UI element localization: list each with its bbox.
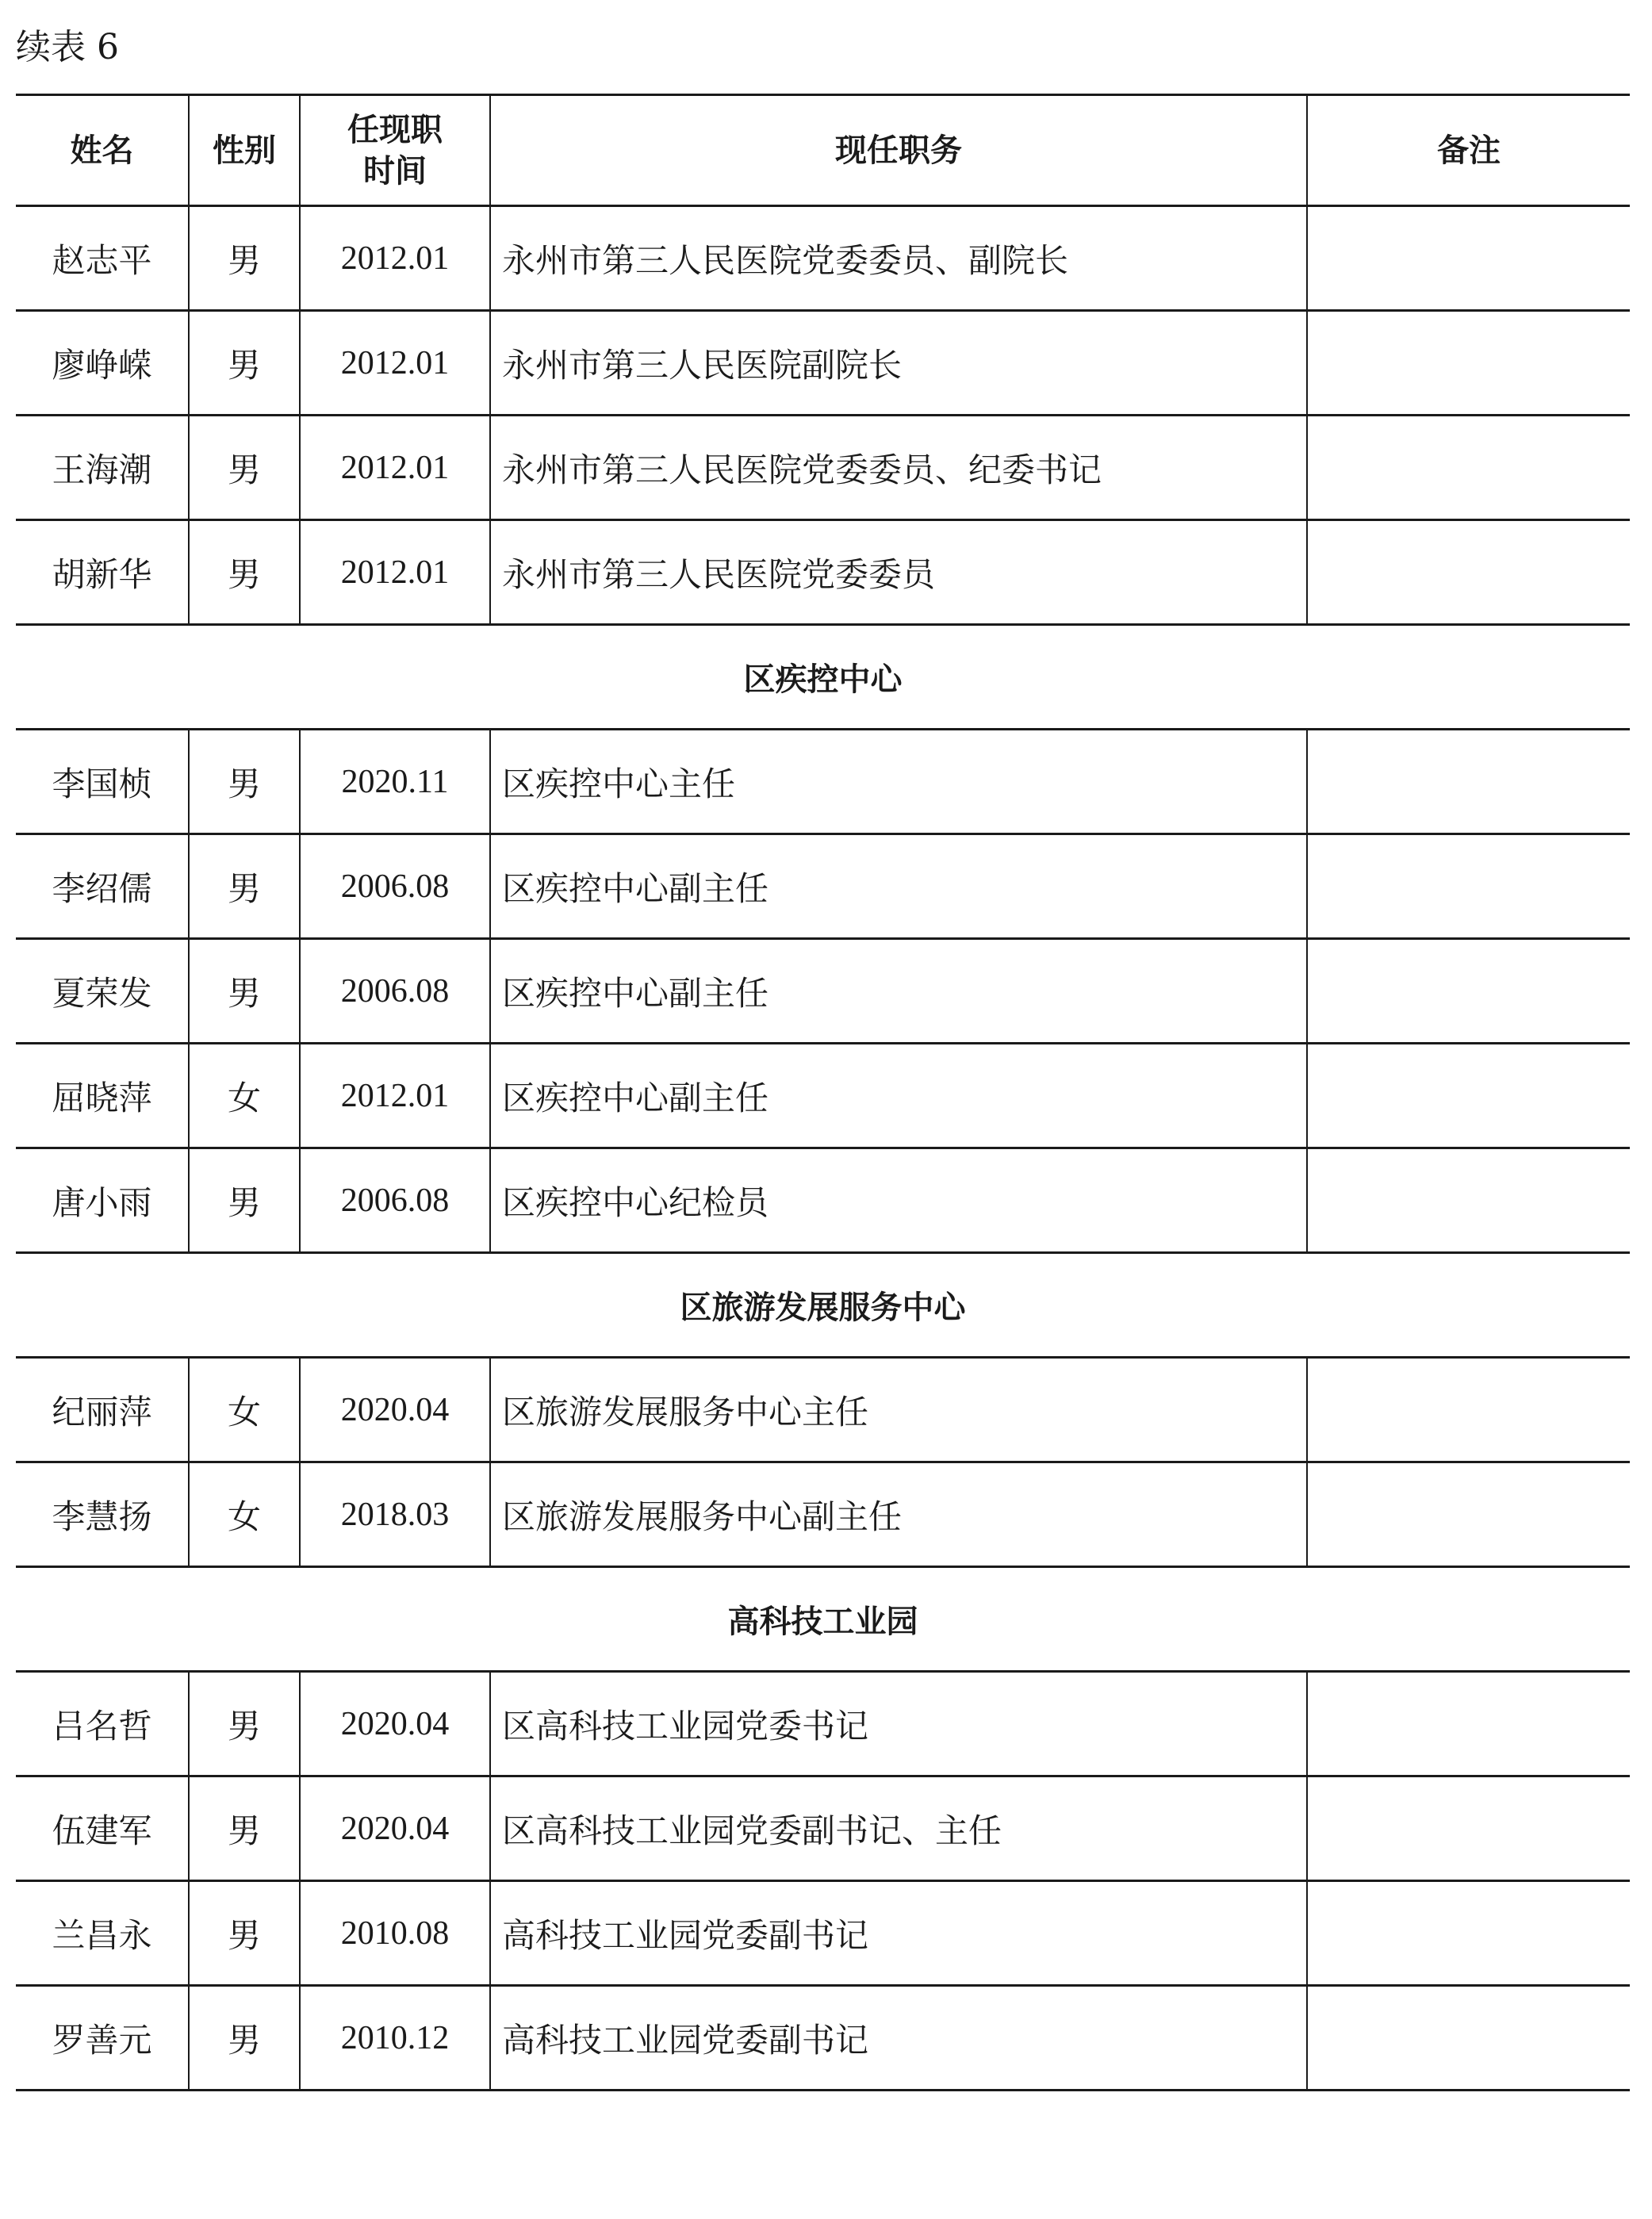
table-body bbox=[16, 206, 1630, 2091]
gender-cell: 女 bbox=[189, 1044, 300, 1148]
time-cell: 2018.03 bbox=[300, 1462, 490, 1567]
note-cell bbox=[1307, 1672, 1630, 1776]
note-cell bbox=[1307, 1986, 1630, 2091]
gender-cell: 男 bbox=[189, 1672, 300, 1776]
gender-cell: 男 bbox=[189, 939, 300, 1044]
gender-cell: 男 bbox=[189, 1881, 300, 1986]
gender-cell: 男 bbox=[189, 1148, 300, 1253]
time-cell: 2020.04 bbox=[300, 1776, 490, 1881]
name-cell: 王海潮 bbox=[16, 416, 189, 520]
gender-cell: 男 bbox=[189, 416, 300, 520]
section-row bbox=[16, 1253, 1630, 1358]
table-row bbox=[16, 939, 1630, 1044]
name-cell: 赵志平 bbox=[16, 206, 189, 311]
note-cell bbox=[1307, 416, 1630, 520]
name-cell: 兰昌永 bbox=[16, 1881, 189, 1986]
gender-cell: 女 bbox=[189, 1462, 300, 1567]
section-title: 高科技工业园 bbox=[16, 1567, 1630, 1672]
post-cell: 区旅游发展服务中心主任 bbox=[490, 1358, 1307, 1462]
name-cell: 李绍儒 bbox=[16, 834, 189, 939]
table-row bbox=[16, 1358, 1630, 1462]
note-cell bbox=[1307, 1044, 1630, 1148]
gender-cell: 男 bbox=[189, 730, 300, 834]
header-row bbox=[16, 95, 1630, 206]
post-cell: 永州市第三人民医院党委委员、纪委书记 bbox=[490, 416, 1307, 520]
note-cell bbox=[1307, 1462, 1630, 1567]
post-cell: 区疾控中心副主任 bbox=[490, 1044, 1307, 1148]
table-row bbox=[16, 1672, 1630, 1776]
post-cell: 永州市第三人民医院党委委员、副院长 bbox=[490, 206, 1307, 311]
gender-cell: 女 bbox=[189, 1358, 300, 1462]
time-cell: 2012.01 bbox=[300, 416, 490, 520]
name-cell: 伍建军 bbox=[16, 1776, 189, 1881]
header-time-line2: 时间 bbox=[363, 152, 427, 190]
header-post: 现任职务 bbox=[490, 95, 1307, 206]
time-cell: 2012.01 bbox=[300, 1044, 490, 1148]
note-cell bbox=[1307, 520, 1630, 625]
table-row bbox=[16, 1148, 1630, 1253]
gender-cell: 男 bbox=[189, 311, 300, 416]
name-cell: 吕名哲 bbox=[16, 1672, 189, 1776]
time-cell: 2012.01 bbox=[300, 520, 490, 625]
time-cell: 2012.01 bbox=[300, 311, 490, 416]
table-row bbox=[16, 1881, 1630, 1986]
note-cell bbox=[1307, 730, 1630, 834]
name-cell: 纪丽萍 bbox=[16, 1358, 189, 1462]
name-cell: 屈晓萍 bbox=[16, 1044, 189, 1148]
post-cell: 区旅游发展服务中心副主任 bbox=[490, 1462, 1307, 1567]
note-cell bbox=[1307, 1776, 1630, 1881]
time-cell: 2006.08 bbox=[300, 834, 490, 939]
gender-cell: 男 bbox=[189, 1776, 300, 1881]
gender-cell: 男 bbox=[189, 834, 300, 939]
name-cell: 罗善元 bbox=[16, 1986, 189, 2091]
table-row bbox=[16, 834, 1630, 939]
note-cell bbox=[1307, 1358, 1630, 1462]
table-row bbox=[16, 520, 1630, 625]
gender-cell: 男 bbox=[189, 206, 300, 311]
note-cell bbox=[1307, 834, 1630, 939]
time-cell: 2020.11 bbox=[300, 730, 490, 834]
header-name: 姓名 bbox=[16, 95, 189, 206]
section-title: 区疾控中心 bbox=[16, 625, 1630, 730]
post-cell: 高科技工业园党委副书记 bbox=[490, 1881, 1307, 1986]
time-cell: 2012.01 bbox=[300, 206, 490, 311]
section-row bbox=[16, 625, 1630, 730]
time-cell: 2006.08 bbox=[300, 939, 490, 1044]
table-row bbox=[16, 1776, 1630, 1881]
header-note: 备注 bbox=[1307, 95, 1630, 206]
table-caption: 续表 6 bbox=[16, 27, 119, 67]
post-cell: 区高科技工业园党委副书记、主任 bbox=[490, 1776, 1307, 1881]
name-cell: 李慧扬 bbox=[16, 1462, 189, 1567]
time-cell: 2020.04 bbox=[300, 1358, 490, 1462]
table-row bbox=[16, 730, 1630, 834]
table-row bbox=[16, 1462, 1630, 1567]
post-cell: 区疾控中心主任 bbox=[490, 730, 1307, 834]
note-cell bbox=[1307, 1148, 1630, 1253]
note-cell bbox=[1307, 206, 1630, 311]
gender-cell: 男 bbox=[189, 520, 300, 625]
post-cell: 区疾控中心纪检员 bbox=[490, 1148, 1307, 1253]
table-row bbox=[16, 1986, 1630, 2091]
note-cell bbox=[1307, 311, 1630, 416]
table-row bbox=[16, 311, 1630, 416]
note-cell bbox=[1307, 1881, 1630, 1986]
note-cell bbox=[1307, 939, 1630, 1044]
table-row bbox=[16, 1044, 1630, 1148]
gender-cell: 男 bbox=[189, 1986, 300, 2091]
name-cell: 胡新华 bbox=[16, 520, 189, 625]
table-row bbox=[16, 206, 1630, 311]
table-row bbox=[16, 416, 1630, 520]
section-title: 区旅游发展服务中心 bbox=[16, 1253, 1630, 1358]
name-cell: 夏荣发 bbox=[16, 939, 189, 1044]
personnel-table bbox=[16, 94, 1630, 2091]
section-row bbox=[16, 1567, 1630, 1672]
post-cell: 区高科技工业园党委书记 bbox=[490, 1672, 1307, 1776]
name-cell: 唐小雨 bbox=[16, 1148, 189, 1253]
header-time bbox=[300, 95, 490, 206]
post-cell: 永州市第三人民医院副院长 bbox=[490, 311, 1307, 416]
post-cell: 永州市第三人民医院党委委员 bbox=[490, 520, 1307, 625]
name-cell: 李国桢 bbox=[16, 730, 189, 834]
time-cell: 2020.04 bbox=[300, 1672, 490, 1776]
name-cell: 廖峥嵘 bbox=[16, 311, 189, 416]
time-cell: 2010.12 bbox=[300, 1986, 490, 2091]
time-cell: 2006.08 bbox=[300, 1148, 490, 1253]
post-cell: 区疾控中心副主任 bbox=[490, 834, 1307, 939]
post-cell: 区疾控中心副主任 bbox=[490, 939, 1307, 1044]
time-cell: 2010.08 bbox=[300, 1881, 490, 1986]
post-cell: 高科技工业园党委副书记 bbox=[490, 1986, 1307, 2091]
header-time-line1: 任现职 bbox=[347, 111, 443, 148]
header-gender: 性别 bbox=[189, 95, 300, 206]
